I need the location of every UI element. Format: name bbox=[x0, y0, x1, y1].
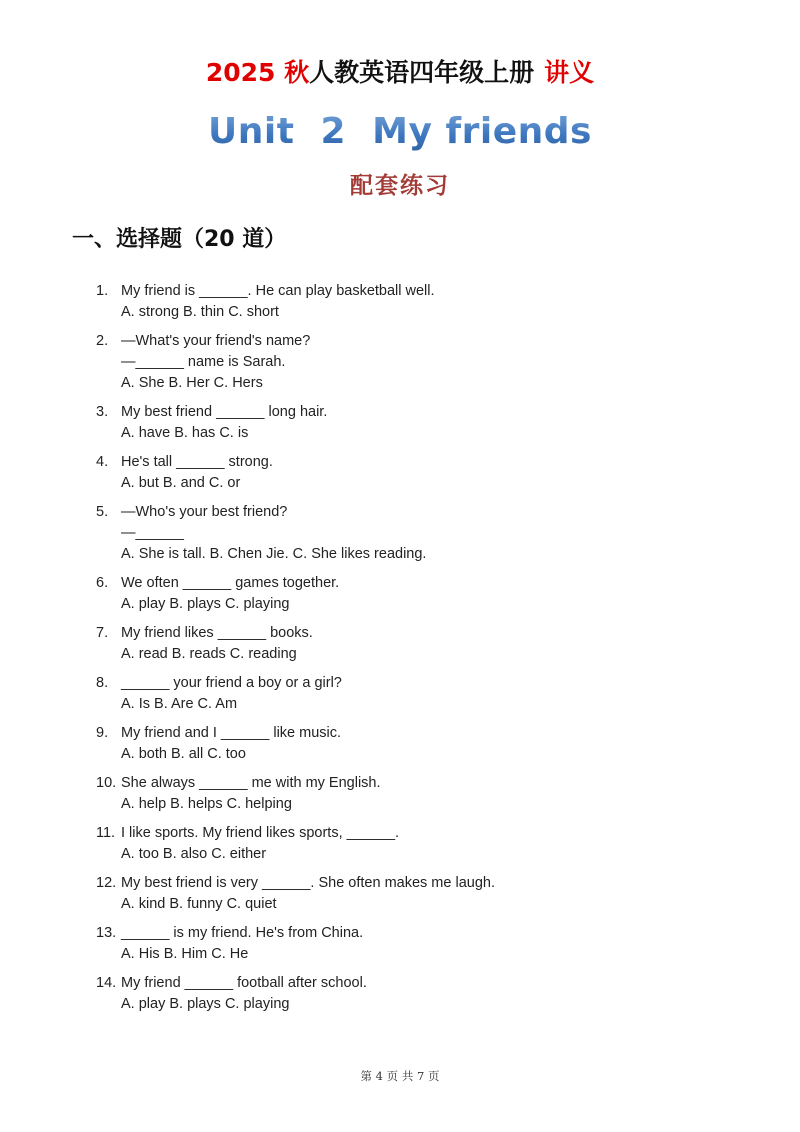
question-item bbox=[96, 823, 736, 865]
question-number: 6. bbox=[96, 575, 109, 591]
question-number: 11. bbox=[96, 825, 116, 841]
question-options: A. both B. all C. too bbox=[121, 746, 246, 762]
question-text: My friend is ______. He can play basketball well. bbox=[121, 283, 435, 299]
title-year: 2025 秋 bbox=[205, 58, 310, 87]
question-text: She always ______ me with my English. bbox=[121, 775, 381, 791]
question-options: A. strong B. thin C. short bbox=[121, 304, 279, 320]
question-item bbox=[96, 452, 736, 494]
question-options: A. help B. helps C. helping bbox=[121, 796, 292, 812]
question-text: He's tall ______ strong. bbox=[121, 454, 273, 470]
question-number: 14. bbox=[96, 975, 117, 991]
question-options: A. but B. and C. or bbox=[121, 475, 241, 491]
question-item bbox=[96, 973, 736, 1015]
question-options: A. have B. has C. is bbox=[121, 425, 249, 441]
question-item bbox=[96, 281, 736, 323]
question-item bbox=[96, 923, 736, 965]
question-text: ______ your friend a boy or a girl? bbox=[121, 675, 342, 691]
question-item bbox=[96, 502, 736, 565]
question-number: 5. bbox=[96, 504, 109, 520]
question-text: —______ bbox=[121, 525, 184, 541]
question-options: A. read B. reads C. reading bbox=[121, 646, 297, 662]
question-item bbox=[96, 402, 736, 444]
question-number: 10. bbox=[96, 775, 117, 791]
question-options: A. kind B. funny C. quiet bbox=[121, 896, 277, 912]
question-number: 9. bbox=[96, 725, 109, 741]
title-book: 人教英语四年级上册 bbox=[309, 58, 535, 87]
document-title bbox=[0, 56, 800, 90]
question-text: —What's your friend's name? bbox=[121, 333, 311, 349]
section-heading: 一、选择题（20 道） bbox=[72, 227, 287, 252]
question-options: A. Is B. Are C. Am bbox=[121, 696, 238, 712]
question-item bbox=[96, 331, 736, 394]
question-number: 1. bbox=[96, 283, 109, 299]
question-number: 2. bbox=[96, 333, 109, 349]
question-item bbox=[96, 873, 736, 915]
question-item bbox=[96, 673, 736, 715]
subtitle: 配套练习 bbox=[350, 173, 450, 199]
question-text: My friend likes ______ books. bbox=[121, 625, 313, 641]
question-text: My best friend is very ______. She often makes me laugh. bbox=[121, 875, 495, 891]
question-text: —Who's your best friend? bbox=[121, 504, 288, 520]
title-handout: 讲义 bbox=[544, 58, 595, 87]
question-number: 12. bbox=[96, 875, 117, 891]
question-number: 8. bbox=[96, 675, 109, 691]
question-options: A. play B. plays C. playing bbox=[121, 996, 290, 1012]
question-list bbox=[96, 281, 736, 1023]
question-text: —______ name is Sarah. bbox=[121, 354, 286, 370]
question-options: A. She B. Her C. Hers bbox=[121, 375, 263, 391]
page-footer: 第 4 页 共 7 页 bbox=[360, 1069, 440, 1083]
unit-title: Unit 2 My friends bbox=[0, 108, 800, 156]
question-options: A. too B. also C. either bbox=[121, 846, 267, 862]
question-item bbox=[96, 623, 736, 665]
question-options: A. She is tall. B. Chen Jie. C. She likes reading. bbox=[121, 546, 427, 562]
question-item bbox=[96, 573, 736, 615]
question-item bbox=[96, 773, 736, 815]
question-text: My friend ______ football after school. bbox=[121, 975, 367, 991]
question-item bbox=[96, 723, 736, 765]
question-text: My best friend ______ long hair. bbox=[121, 404, 328, 420]
question-text: We often ______ games together. bbox=[121, 575, 340, 591]
question-text: ______ is my friend. He's from China. bbox=[121, 925, 364, 941]
question-text: My friend and I ______ like music. bbox=[121, 725, 342, 741]
question-number: 3. bbox=[96, 404, 109, 420]
question-number: 13. bbox=[96, 925, 117, 941]
question-options: A. His B. Him C. He bbox=[121, 946, 249, 962]
question-number: 4. bbox=[96, 454, 109, 470]
question-text: I like sports. My friend likes sports, ______. bbox=[121, 825, 400, 841]
question-options: A. play B. plays C. playing bbox=[121, 596, 290, 612]
question-number: 7. bbox=[96, 625, 109, 641]
